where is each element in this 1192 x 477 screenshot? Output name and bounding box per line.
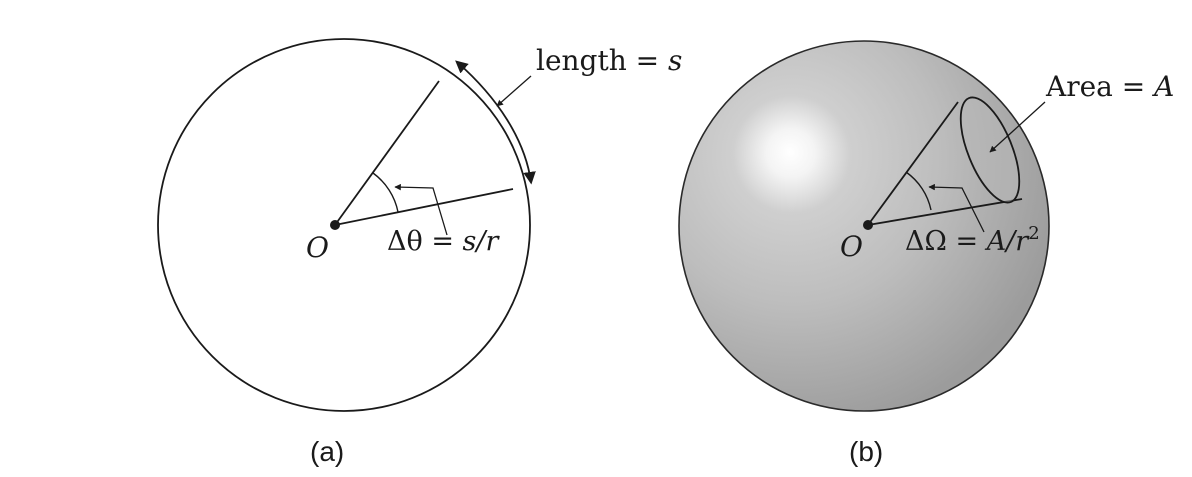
caption-a: (a) (310, 436, 345, 467)
center-point-b (863, 220, 873, 230)
area-label (1045, 70, 1174, 103)
caption-b: (b) (849, 436, 884, 467)
radius-line-upper (335, 81, 439, 225)
circle-outline (158, 39, 530, 411)
panel-a (158, 39, 682, 467)
solid-angle-exponent: 2 (1028, 223, 1040, 244)
center-label-b: O (840, 230, 863, 263)
panel-b (679, 41, 1174, 467)
arc-label-leader (497, 76, 531, 106)
angle-label-value: s/r (462, 226, 499, 257)
center-label-a: O (306, 231, 329, 264)
angle-label (387, 226, 500, 257)
solid-angle-value: A/r (986, 226, 1029, 257)
area-label-variable: A (1154, 70, 1175, 103)
arc-length-variable: s (668, 44, 683, 77)
angle-label-prefix: Δθ = (387, 226, 463, 257)
angle-arc (373, 173, 398, 212)
radius-line-lower (335, 189, 513, 225)
center-point (330, 220, 340, 230)
arc-length-label (536, 44, 682, 77)
solid-angle-prefix: ΔΩ = (905, 226, 987, 257)
solid-angle-label (905, 223, 1040, 257)
area-label-prefix: Area = (1046, 70, 1155, 103)
arc-length-label-prefix: length = (536, 44, 669, 77)
